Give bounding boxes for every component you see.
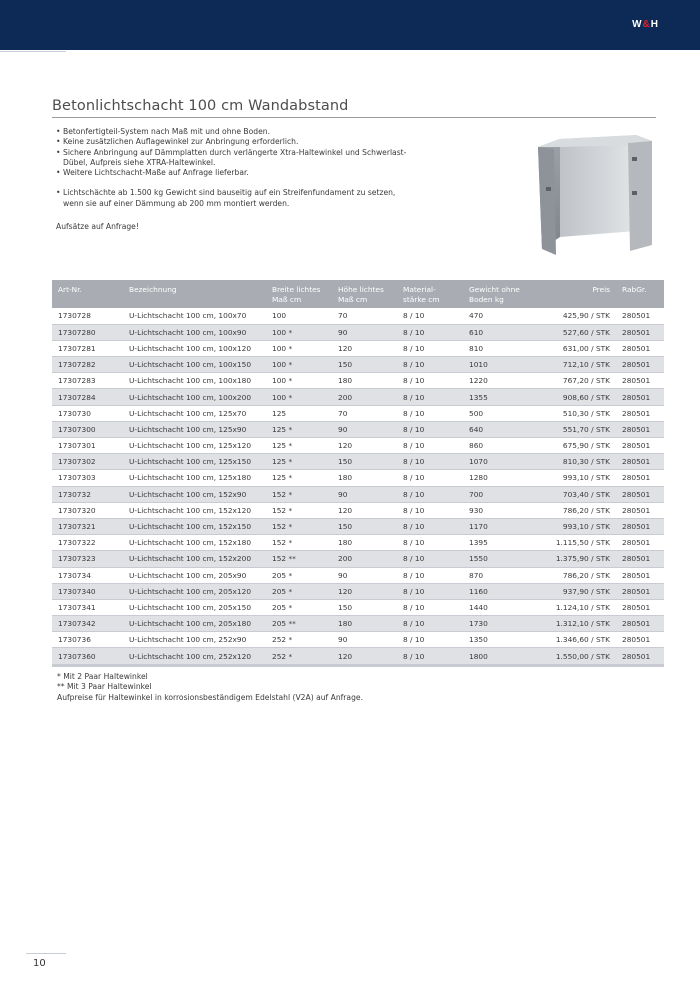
cell-rabgr: 280501 bbox=[616, 599, 664, 615]
cell-bezeichnung: U-Lichtschacht 100 cm, 205x120 bbox=[123, 583, 266, 599]
cell-art-nr: 1730730 bbox=[52, 405, 123, 421]
cell-breite: 152 * bbox=[266, 502, 332, 518]
footnote-single-star: * Mit 2 Paar Haltewinkel bbox=[57, 672, 148, 681]
cell-material: 8 / 10 bbox=[397, 438, 463, 454]
footnotes bbox=[57, 672, 363, 703]
cell-bezeichnung: U-Lichtschacht 100 cm, 252x90 bbox=[123, 632, 266, 648]
cell-material: 8 / 10 bbox=[397, 421, 463, 437]
cell-preis: 937,90 / STK bbox=[528, 583, 616, 599]
cell-hoehe: 200 bbox=[332, 389, 397, 405]
cell-hoehe: 150 bbox=[332, 357, 397, 373]
cell-bezeichnung: U-Lichtschacht 100 cm, 125x70 bbox=[123, 405, 266, 421]
cell-material: 8 / 10 bbox=[397, 324, 463, 340]
cell-hoehe: 120 bbox=[332, 340, 397, 356]
cell-rabgr: 280501 bbox=[616, 648, 664, 664]
col-preis bbox=[528, 280, 616, 308]
cell-rabgr: 280501 bbox=[616, 373, 664, 389]
cell-breite: 152 ** bbox=[266, 551, 332, 567]
cell-preis: 810,30 / STK bbox=[528, 454, 616, 470]
col-bezeichnung-label: Bezeichnung bbox=[129, 285, 177, 294]
cell-rabgr: 280501 bbox=[616, 518, 664, 534]
cell-art-nr: 17307284 bbox=[52, 389, 123, 405]
cell-art-nr: 1730728 bbox=[52, 308, 123, 324]
cell-preis: 712,10 / STK bbox=[528, 357, 616, 373]
table-row bbox=[52, 648, 664, 664]
cell-material: 8 / 10 bbox=[397, 583, 463, 599]
cell-bezeichnung: U-Lichtschacht 100 cm, 205x180 bbox=[123, 616, 266, 632]
cell-breite: 205 ** bbox=[266, 616, 332, 632]
cell-breite: 205 * bbox=[266, 583, 332, 599]
cell-rabgr: 280501 bbox=[616, 502, 664, 518]
cell-preis: 1.375,90 / STK bbox=[528, 551, 616, 567]
cell-material: 8 / 10 bbox=[397, 502, 463, 518]
col-breite-label-2: Maß cm bbox=[272, 295, 302, 304]
table-row bbox=[52, 583, 664, 599]
cell-hoehe: 70 bbox=[332, 405, 397, 421]
cell-breite: 125 * bbox=[266, 438, 332, 454]
cell-art-nr: 17307301 bbox=[52, 438, 123, 454]
cell-material: 8 / 10 bbox=[397, 551, 463, 567]
cell-art-nr: 17307321 bbox=[52, 518, 123, 534]
cell-material: 8 / 10 bbox=[397, 567, 463, 583]
col-breite bbox=[266, 280, 332, 308]
cell-bezeichnung: U-Lichtschacht 100 cm, 100x200 bbox=[123, 389, 266, 405]
cell-material: 8 / 10 bbox=[397, 486, 463, 502]
cell-breite: 152 * bbox=[266, 518, 332, 534]
cell-material: 8 / 10 bbox=[397, 648, 463, 664]
cell-art-nr: 17307282 bbox=[52, 357, 123, 373]
cell-preis: 993,10 / STK bbox=[528, 518, 616, 534]
table-row bbox=[52, 324, 664, 340]
col-material bbox=[397, 280, 463, 308]
table-row bbox=[52, 616, 664, 632]
cell-hoehe: 150 bbox=[332, 454, 397, 470]
footnote-surcharge: Aufpreise für Haltewinkel in korrosionsbeständigem Edelstahl (V2A) auf Anfrage. bbox=[57, 692, 363, 702]
cell-rabgr: 280501 bbox=[616, 551, 664, 567]
cell-breite: 100 * bbox=[266, 340, 332, 356]
cell-material: 8 / 10 bbox=[397, 632, 463, 648]
cell-gewicht: 810 bbox=[463, 340, 528, 356]
col-gewicht bbox=[463, 280, 528, 308]
cell-breite: 152 * bbox=[266, 535, 332, 551]
cell-material: 8 / 10 bbox=[397, 535, 463, 551]
cell-art-nr: 17307283 bbox=[52, 373, 123, 389]
cell-rabgr: 280501 bbox=[616, 421, 664, 437]
cell-preis: 786,20 / STK bbox=[528, 502, 616, 518]
cell-preis: 767,20 / STK bbox=[528, 373, 616, 389]
cell-preis: 1.550,00 / STK bbox=[528, 648, 616, 664]
cell-bezeichnung: U-Lichtschacht 100 cm, 100x70 bbox=[123, 308, 266, 324]
cell-art-nr: 17307280 bbox=[52, 324, 123, 340]
cell-breite: 100 * bbox=[266, 324, 332, 340]
cell-rabgr: 280501 bbox=[616, 583, 664, 599]
cell-bezeichnung: U-Lichtschacht 100 cm, 152x180 bbox=[123, 535, 266, 551]
logo-letter-h: H bbox=[650, 19, 658, 30]
cell-bezeichnung: U-Lichtschacht 100 cm, 205x150 bbox=[123, 599, 266, 615]
cell-bezeichnung: U-Lichtschacht 100 cm, 152x90 bbox=[123, 486, 266, 502]
cell-hoehe: 200 bbox=[332, 551, 397, 567]
cell-preis: 510,30 / STK bbox=[528, 405, 616, 421]
cell-hoehe: 180 bbox=[332, 535, 397, 551]
cell-breite: 252 * bbox=[266, 648, 332, 664]
cell-gewicht: 610 bbox=[463, 324, 528, 340]
cell-preis: 675,90 / STK bbox=[528, 438, 616, 454]
cell-bezeichnung: U-Lichtschacht 100 cm, 125x120 bbox=[123, 438, 266, 454]
aufsatz-note: Aufsätze auf Anfrage! bbox=[56, 222, 139, 231]
cell-art-nr: 1730736 bbox=[52, 632, 123, 648]
cell-bezeichnung: U-Lichtschacht 100 cm, 152x200 bbox=[123, 551, 266, 567]
cell-gewicht: 1550 bbox=[463, 551, 528, 567]
cell-gewicht: 1160 bbox=[463, 583, 528, 599]
cell-art-nr: 17307303 bbox=[52, 470, 123, 486]
table-row bbox=[52, 308, 664, 324]
cell-material: 8 / 10 bbox=[397, 308, 463, 324]
col-art-nr bbox=[52, 280, 123, 308]
cell-gewicht: 860 bbox=[463, 438, 528, 454]
cell-gewicht: 1440 bbox=[463, 599, 528, 615]
cell-hoehe: 90 bbox=[332, 324, 397, 340]
cell-hoehe: 90 bbox=[332, 632, 397, 648]
table-row bbox=[52, 357, 664, 373]
title-divider bbox=[52, 117, 656, 118]
cell-hoehe: 90 bbox=[332, 567, 397, 583]
cell-breite: 252 * bbox=[266, 632, 332, 648]
cell-breite: 205 * bbox=[266, 567, 332, 583]
cell-rabgr: 280501 bbox=[616, 324, 664, 340]
cell-art-nr: 1730732 bbox=[52, 486, 123, 502]
product-right-face bbox=[628, 141, 652, 251]
cell-preis: 425,90 / STK bbox=[528, 308, 616, 324]
cell-material: 8 / 10 bbox=[397, 389, 463, 405]
col-hoehe bbox=[332, 280, 397, 308]
cell-breite: 125 * bbox=[266, 421, 332, 437]
col-breite-label: Breite lichtes bbox=[272, 285, 321, 294]
col-gewicht-label: Gewicht ohne bbox=[469, 285, 520, 294]
cell-hoehe: 120 bbox=[332, 502, 397, 518]
cell-gewicht: 1395 bbox=[463, 535, 528, 551]
cell-material: 8 / 10 bbox=[397, 616, 463, 632]
cell-hoehe: 90 bbox=[332, 486, 397, 502]
cell-material: 8 / 10 bbox=[397, 340, 463, 356]
cell-breite: 125 * bbox=[266, 454, 332, 470]
cell-bezeichnung: U-Lichtschacht 100 cm, 252x120 bbox=[123, 648, 266, 664]
cell-rabgr: 280501 bbox=[616, 632, 664, 648]
cell-hoehe: 90 bbox=[332, 421, 397, 437]
cell-breite: 100 * bbox=[266, 389, 332, 405]
price-table bbox=[52, 280, 664, 665]
feature-list bbox=[56, 127, 416, 209]
cell-preis: 1.115,50 / STK bbox=[528, 535, 616, 551]
col-rabgr bbox=[616, 280, 664, 308]
cell-art-nr: 17307323 bbox=[52, 551, 123, 567]
cell-rabgr: 280501 bbox=[616, 405, 664, 421]
header-bar bbox=[0, 0, 700, 50]
cell-rabgr: 280501 bbox=[616, 535, 664, 551]
cell-breite: 125 * bbox=[266, 470, 332, 486]
price-table-container bbox=[52, 280, 664, 667]
product-back-wall bbox=[560, 135, 636, 237]
col-art-nr-label: Art-Nr. bbox=[58, 285, 82, 294]
cell-gewicht: 500 bbox=[463, 405, 528, 421]
table-header-row bbox=[52, 280, 664, 308]
product-anchor-bracket bbox=[632, 191, 637, 195]
cell-gewicht: 1010 bbox=[463, 357, 528, 373]
table-row bbox=[52, 438, 664, 454]
cell-art-nr: 17307302 bbox=[52, 454, 123, 470]
product-left-face bbox=[538, 147, 556, 255]
cell-preis: 527,60 / STK bbox=[528, 324, 616, 340]
table-row bbox=[52, 599, 664, 615]
feature-item: • Keine zusätzlichen Auflagewinkel zur Anbringung erforderlich. bbox=[56, 137, 416, 147]
cell-hoehe: 120 bbox=[332, 648, 397, 664]
col-material-label: Material- bbox=[403, 285, 436, 294]
cell-bezeichnung: U-Lichtschacht 100 cm, 100x180 bbox=[123, 373, 266, 389]
table-row bbox=[52, 470, 664, 486]
feature-item: • Lichtschächte ab 1.500 kg Gewicht sind bauseitig auf ein Streifenfundament zu setzen, wenn sie auf einer Dämmung ab 200 mm montiert werden. bbox=[56, 188, 416, 209]
footnote-double-star: ** Mit 3 Paar Haltewinkel bbox=[57, 682, 152, 692]
cell-preis: 551,70 / STK bbox=[528, 421, 616, 437]
table-row bbox=[52, 486, 664, 502]
table-row bbox=[52, 567, 664, 583]
cell-art-nr: 17307340 bbox=[52, 583, 123, 599]
col-hoehe-label-2: Maß cm bbox=[338, 295, 368, 304]
table-row bbox=[52, 518, 664, 534]
cell-preis: 1.346,60 / STK bbox=[528, 632, 616, 648]
cell-material: 8 / 10 bbox=[397, 518, 463, 534]
cell-art-nr: 17307360 bbox=[52, 648, 123, 664]
cell-hoehe: 180 bbox=[332, 616, 397, 632]
cell-art-nr: 17307342 bbox=[52, 616, 123, 632]
cell-bezeichnung: U-Lichtschacht 100 cm, 125x150 bbox=[123, 454, 266, 470]
table-row bbox=[52, 405, 664, 421]
table-row bbox=[52, 340, 664, 356]
cell-gewicht: 640 bbox=[463, 421, 528, 437]
cell-bezeichnung: U-Lichtschacht 100 cm, 125x90 bbox=[123, 421, 266, 437]
cell-rabgr: 280501 bbox=[616, 357, 664, 373]
footer-divider bbox=[26, 953, 66, 954]
cell-gewicht: 1220 bbox=[463, 373, 528, 389]
table-row bbox=[52, 502, 664, 518]
cell-hoehe: 180 bbox=[332, 373, 397, 389]
col-hoehe-label: Höhe lichtes bbox=[338, 285, 384, 294]
cell-bezeichnung: U-Lichtschacht 100 cm, 205x90 bbox=[123, 567, 266, 583]
cell-preis: 1.312,10 / STK bbox=[528, 616, 616, 632]
feature-item: • Sichere Anbringung auf Dämmplatten durch verlängerte Xtra-Haltewinkel und Schwerlast-Dübel, Aufpreis siehe XTRA-Haltewinkel. bbox=[56, 148, 416, 169]
cell-gewicht: 1800 bbox=[463, 648, 528, 664]
cell-art-nr: 17307281 bbox=[52, 340, 123, 356]
cell-gewicht: 1170 bbox=[463, 518, 528, 534]
cell-rabgr: 280501 bbox=[616, 340, 664, 356]
page-title: Betonlichtschacht 100 cm Wandabstand bbox=[52, 98, 349, 114]
cell-art-nr: 17307341 bbox=[52, 599, 123, 615]
cell-material: 8 / 10 bbox=[397, 373, 463, 389]
table-row bbox=[52, 551, 664, 567]
cell-gewicht: 1730 bbox=[463, 616, 528, 632]
table-row bbox=[52, 454, 664, 470]
table-bottom-rule bbox=[52, 665, 664, 667]
cell-preis: 1.124,10 / STK bbox=[528, 599, 616, 615]
cell-bezeichnung: U-Lichtschacht 100 cm, 100x90 bbox=[123, 324, 266, 340]
col-material-label-2: stärke cm bbox=[403, 295, 440, 304]
cell-gewicht: 930 bbox=[463, 502, 528, 518]
header-divider bbox=[0, 51, 66, 52]
cell-bezeichnung: U-Lichtschacht 100 cm, 100x150 bbox=[123, 357, 266, 373]
cell-hoehe: 150 bbox=[332, 599, 397, 615]
col-rabgr-label: RabGr. bbox=[622, 285, 647, 294]
cell-bezeichnung: U-Lichtschacht 100 cm, 152x150 bbox=[123, 518, 266, 534]
cell-material: 8 / 10 bbox=[397, 405, 463, 421]
cell-art-nr: 1730734 bbox=[52, 567, 123, 583]
cell-gewicht: 1355 bbox=[463, 389, 528, 405]
cell-art-nr: 17307300 bbox=[52, 421, 123, 437]
cell-material: 8 / 10 bbox=[397, 357, 463, 373]
cell-rabgr: 280501 bbox=[616, 470, 664, 486]
table-row bbox=[52, 535, 664, 551]
cell-breite: 125 bbox=[266, 405, 332, 421]
cell-hoehe: 70 bbox=[332, 308, 397, 324]
table-row bbox=[52, 389, 664, 405]
cell-gewicht: 1070 bbox=[463, 454, 528, 470]
cell-preis: 786,20 / STK bbox=[528, 567, 616, 583]
cell-bezeichnung: U-Lichtschacht 100 cm, 125x180 bbox=[123, 470, 266, 486]
cell-gewicht: 1280 bbox=[463, 470, 528, 486]
product-anchor-bracket bbox=[632, 157, 637, 161]
cell-art-nr: 17307320 bbox=[52, 502, 123, 518]
cell-bezeichnung: U-Lichtschacht 100 cm, 100x120 bbox=[123, 340, 266, 356]
cell-rabgr: 280501 bbox=[616, 308, 664, 324]
product-anchor-bracket bbox=[546, 187, 551, 191]
cell-rabgr: 280501 bbox=[616, 389, 664, 405]
cell-breite: 100 * bbox=[266, 373, 332, 389]
col-preis-label: Preis bbox=[592, 285, 610, 294]
logo-letter-w: W bbox=[632, 19, 642, 30]
table-row bbox=[52, 373, 664, 389]
cell-gewicht: 1350 bbox=[463, 632, 528, 648]
cell-gewicht: 470 bbox=[463, 308, 528, 324]
cell-material: 8 / 10 bbox=[397, 454, 463, 470]
cell-rabgr: 280501 bbox=[616, 616, 664, 632]
cell-rabgr: 280501 bbox=[616, 438, 664, 454]
feature-item: • Betonfertigteil-System nach Maß mit und ohne Boden. bbox=[56, 127, 416, 137]
table-row bbox=[52, 632, 664, 648]
col-bezeichnung bbox=[123, 280, 266, 308]
cell-preis: 993,10 / STK bbox=[528, 470, 616, 486]
cell-rabgr: 280501 bbox=[616, 567, 664, 583]
cell-hoehe: 120 bbox=[332, 438, 397, 454]
cell-preis: 908,60 / STK bbox=[528, 389, 616, 405]
table-row bbox=[52, 421, 664, 437]
cell-material: 8 / 10 bbox=[397, 470, 463, 486]
cell-breite: 100 * bbox=[266, 357, 332, 373]
cell-gewicht: 700 bbox=[463, 486, 528, 502]
cell-gewicht: 870 bbox=[463, 567, 528, 583]
table-body bbox=[52, 308, 664, 664]
light-well-product-image bbox=[532, 127, 656, 261]
cell-hoehe: 120 bbox=[332, 583, 397, 599]
feature-item: • Weitere Lichtschacht-Maße auf Anfrage lieferbar. bbox=[56, 168, 416, 178]
brand-logo[interactable] bbox=[632, 19, 658, 30]
cell-breite: 100 bbox=[266, 308, 332, 324]
logo-ampersand: & bbox=[642, 19, 650, 30]
page-number: 10 bbox=[33, 958, 46, 969]
cell-preis: 703,40 / STK bbox=[528, 486, 616, 502]
col-gewicht-label-2: Boden kg bbox=[469, 295, 504, 304]
cell-material: 8 / 10 bbox=[397, 599, 463, 615]
cell-breite: 152 * bbox=[266, 486, 332, 502]
cell-breite: 205 * bbox=[266, 599, 332, 615]
cell-rabgr: 280501 bbox=[616, 454, 664, 470]
cell-bezeichnung: U-Lichtschacht 100 cm, 152x120 bbox=[123, 502, 266, 518]
cell-art-nr: 17307322 bbox=[52, 535, 123, 551]
cell-hoehe: 150 bbox=[332, 518, 397, 534]
cell-hoehe: 180 bbox=[332, 470, 397, 486]
cell-preis: 631,00 / STK bbox=[528, 340, 616, 356]
cell-rabgr: 280501 bbox=[616, 486, 664, 502]
